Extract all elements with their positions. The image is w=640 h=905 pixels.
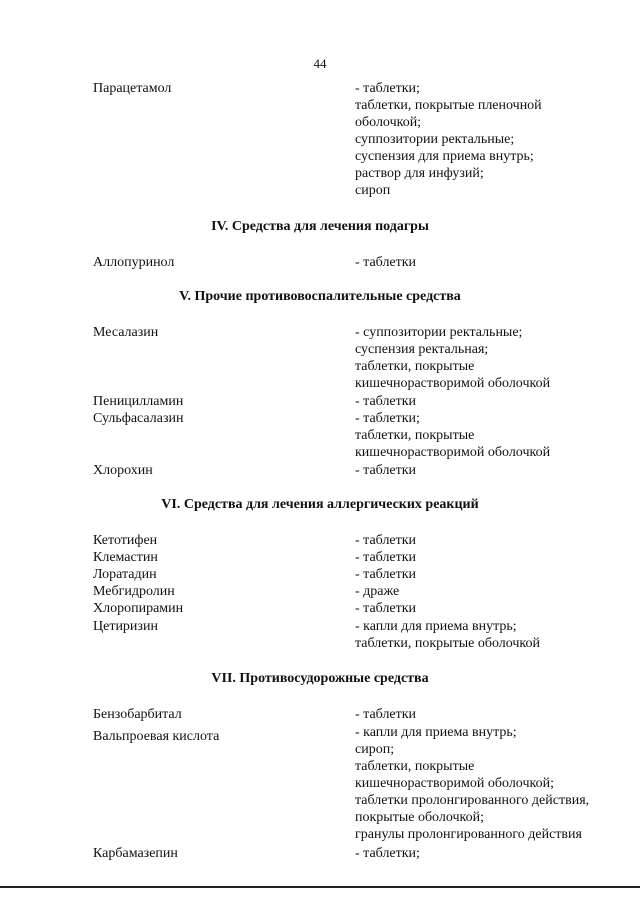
drug-forms bbox=[355, 393, 625, 410]
drug-name: Клемастин bbox=[93, 550, 158, 565]
form-line: - драже bbox=[355, 584, 400, 599]
drug-forms bbox=[355, 706, 625, 723]
drug-forms bbox=[355, 532, 625, 549]
form-line: - капли для приема внутрь; bbox=[355, 619, 517, 634]
drug-name: Бензобарбитал bbox=[93, 707, 182, 722]
form-line: - таблетки; bbox=[355, 846, 420, 861]
drug-forms bbox=[355, 410, 625, 461]
section-heading: V. Прочие противовоспалительные средства bbox=[179, 289, 461, 304]
section-heading: VI. Средства для лечения аллергических реакций bbox=[161, 497, 479, 512]
drug-name: Вальпроевая кислота bbox=[93, 729, 220, 744]
form-line: - таблетки bbox=[355, 255, 417, 270]
drug-forms bbox=[355, 618, 625, 652]
form-line: - таблетки bbox=[355, 463, 417, 478]
form-line: оболочкой; bbox=[355, 115, 422, 130]
drug-forms bbox=[355, 566, 625, 583]
form-line: таблетки, покрытые bbox=[355, 759, 475, 774]
drug-name: Кетотифен bbox=[93, 533, 158, 548]
bottom-border-line bbox=[0, 886, 640, 888]
drug-forms bbox=[355, 724, 625, 843]
form-line: кишечнорастворимой оболочкой bbox=[355, 445, 551, 460]
form-line: - таблетки bbox=[355, 601, 417, 616]
drug-name: Лоратадин bbox=[93, 567, 157, 582]
drug-name: Хлоропирамин bbox=[93, 601, 184, 616]
form-line: - таблетки bbox=[355, 394, 417, 409]
form-line: таблетки, покрытые пленочной bbox=[355, 98, 542, 113]
form-line: - таблетки; bbox=[355, 81, 420, 96]
form-line: таблетки, покрытые оболочкой bbox=[355, 636, 541, 651]
form-line: суспензия для приема внутрь; bbox=[355, 149, 534, 164]
form-line: таблетки пролонгированного действия, bbox=[355, 793, 590, 808]
drug-name: Мебгидролин bbox=[93, 584, 175, 599]
form-line: - таблетки bbox=[355, 707, 417, 722]
form-line: раствор для инфузий; bbox=[355, 166, 484, 181]
section-heading: IV. Средства для лечения подагры bbox=[211, 219, 429, 234]
drug-name: Цетиризин bbox=[93, 619, 158, 634]
drug-name: Месалазин bbox=[93, 325, 159, 340]
drug-forms bbox=[355, 462, 625, 479]
form-line: кишечнорастворимой оболочкой bbox=[355, 376, 551, 391]
form-line: сироп; bbox=[355, 742, 395, 757]
drug-name: Сульфасалазин bbox=[93, 411, 184, 426]
form-line: суспензия ректальная; bbox=[355, 342, 489, 357]
drug-forms bbox=[355, 80, 625, 199]
drug-name: Пеницилламин bbox=[93, 394, 184, 409]
form-line: - таблетки bbox=[355, 567, 417, 582]
drug-name: Карбамазепин bbox=[93, 846, 178, 861]
form-line: гранулы пролонгированного действия bbox=[355, 827, 582, 842]
form-line: - суппозитории ректальные; bbox=[355, 325, 523, 340]
drug-forms bbox=[355, 549, 625, 566]
drug-forms bbox=[355, 845, 625, 862]
drug-name: Парацетамол bbox=[93, 81, 172, 96]
form-line: таблетки, покрытые bbox=[355, 359, 475, 374]
drug-forms bbox=[355, 324, 625, 392]
form-line: суппозитории ректальные; bbox=[355, 132, 515, 147]
form-line: - таблетки bbox=[355, 533, 417, 548]
drug-forms bbox=[355, 600, 625, 617]
form-line: - таблетки; bbox=[355, 411, 420, 426]
form-line: - таблетки bbox=[355, 550, 417, 565]
drug-forms bbox=[355, 583, 625, 600]
drug-name: Хлорохин bbox=[93, 463, 153, 478]
form-line: покрытые оболочкой; bbox=[355, 810, 485, 825]
form-line: кишечнорастворимой оболочкой; bbox=[355, 776, 554, 791]
drug-name: Аллопуринол bbox=[93, 255, 175, 270]
form-line: таблетки, покрытые bbox=[355, 428, 475, 443]
section-heading: VII. Противосудорожные средства bbox=[211, 671, 429, 686]
form-line: - капли для приема внутрь; bbox=[355, 725, 517, 740]
drug-forms bbox=[355, 254, 625, 271]
page-number: 44 bbox=[313, 56, 327, 71]
form-line: сироп bbox=[355, 183, 391, 198]
